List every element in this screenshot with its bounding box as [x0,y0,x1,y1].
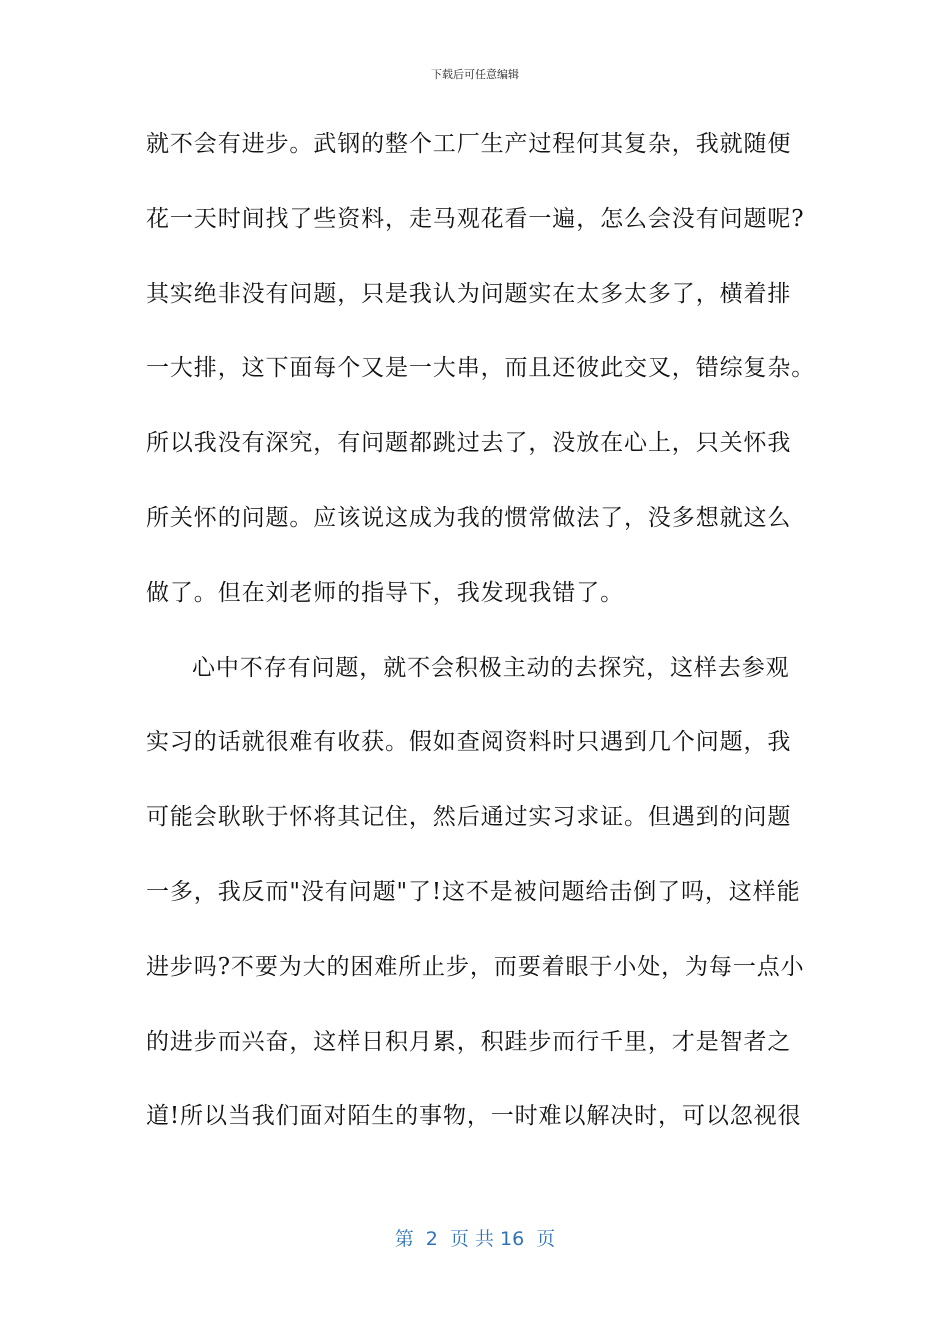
text-line: 进步吗?不要为大的困难所止步，而要着眼于小处，为每一点小 [146,953,805,980]
text-line: 的进步而兴奋，这样日积月累，积跬步而行千里，才是智者之 [146,1028,792,1055]
page-number-footer: 第 2 页 共 16 页 [394,1228,556,1250]
text-line: 其实绝非没有问题，只是我认为问题实在太多太多了，横着排 [146,280,792,307]
text-line: 就不会有进步。武钢的整个工厂生产过程何其复杂，我就随便 [146,131,792,157]
text-line: 所关怀的问题。应该说这成为我的惯常做法了，没多想就这么 [146,504,792,531]
text-line: 做了。但在刘老师的指导下，我发现我错了。 [146,579,624,606]
document-body [146,124,818,1171]
text-line: 实习的话就很难有收获。假如查阅资料时只遇到几个问题，我 [146,729,792,756]
text-line: 花一天时间找了些资料，走马观花看一遍，怎么会没有问题呢? [146,205,805,232]
text-line: 道!所以当我们面对陌生的事物，一时难以解决时，可以忽视很 [146,1103,802,1130]
text-line: 可能会耿耿于怀将其记住，然后通过实习求证。但遇到的问题 [146,804,792,831]
paragraph-start-line: 心中不存有问题，就不会积极主动的去探究，这样去参观 [192,654,790,681]
header-note: 下载后可任意编辑 [431,68,519,81]
text-line: 一大排，这下面每个又是一大串，而且还彼此交叉，错综复杂。 [146,355,816,382]
text-line: 一多，我反而"没有问题"了!这不是被问题给击倒了吗，这样能 [146,878,801,905]
text-line: 所以我没有深究，有问题都跳过去了，没放在心上，只关怀我 [146,430,792,457]
